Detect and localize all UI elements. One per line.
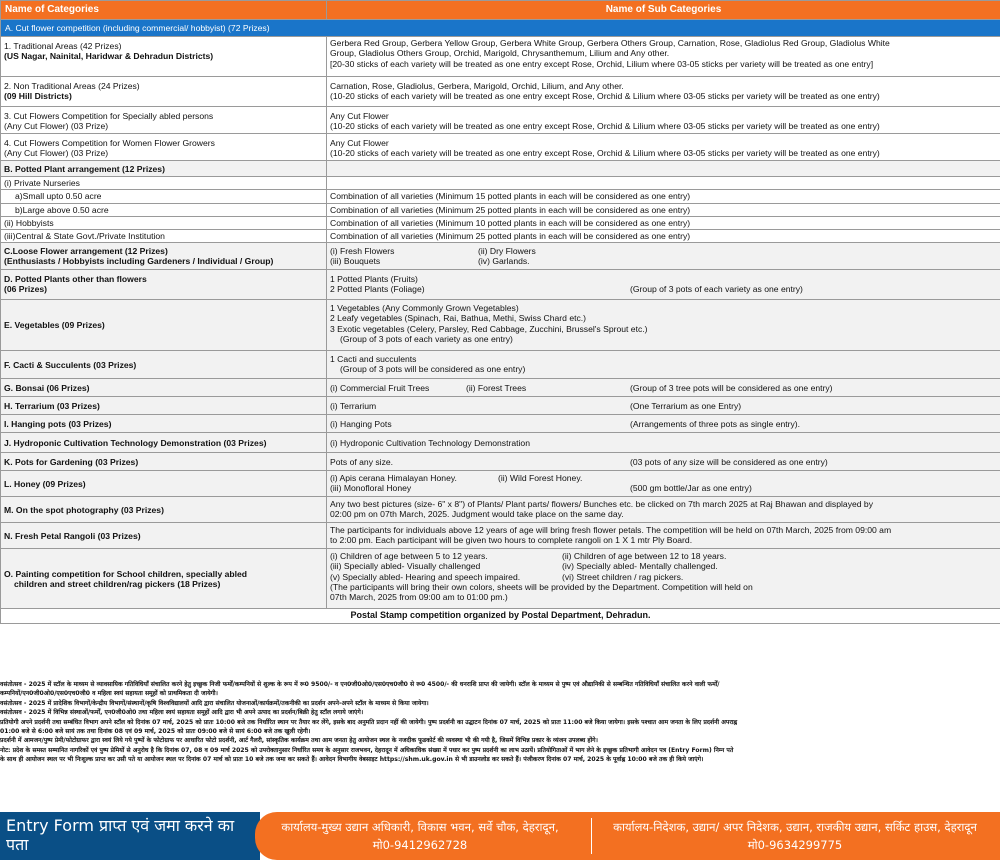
subcategory-cell [327, 471, 1000, 497]
empty-cell [327, 177, 1000, 190]
note-line: वसंतोत्सव - 2025 में विभिन्न संस्थाओं/फर्मों, एन0जी0ओ0 तथा महिला स्वयं सहायता समूहों आदि द्वारा भी अपने उत्पाद का प्रदर्शन/बिक्री हेतु स्टॉल लगाये जाएंगे। [0, 709, 364, 717]
subcategory-note: (Group of 3 pots will be considered as one entry) [340, 364, 526, 375]
category-name: a)Small upto 0.50 acre [1, 190, 327, 203]
subcategory-item: (vi) Street children / rag pickers. [562, 571, 684, 582]
table-row [1, 453, 1000, 471]
phone-number: मो0-9634299775 [747, 838, 843, 852]
subcategory-cell [327, 415, 1000, 433]
subcategory-item: (iv) Specially abled- Mentally challenged. [562, 561, 718, 572]
subcategory-cell [327, 270, 1000, 300]
subcategory-cell [327, 77, 1000, 107]
category-name: H. Terrarium (03 Prizes) [1, 397, 327, 415]
subcategory-note: (Group of 3 pots of each variety as one entry) [630, 284, 803, 295]
subcategory-note: (03 pots of any size will be considered as one entry) [630, 456, 828, 467]
subcategory-cell [327, 37, 1000, 77]
note-line: नोट: प्रदेश के समस्त सम्मानित नागरिकों एवं पुष्प प्रेमियों से अनुरोध है कि दिनांक 07, 08 व 09 मार्च 2025 को उपरोक्तानुसार निर्धारित समय के अनुसार राजभवन, देहरादून में अधिकाधिक संख्या में पधार कर पुष्प प्रदर्शनी का लाभ उठायें। प्रतियोगिताओं में भाग लेने के इच्छुक प्रतिभागी आवेदन पत्र (Entry Form) निम्न पते [0, 746, 734, 754]
note-line: वसंतोत्सव - 2025 में स्टॉल के माध्यम से व्यावसायिक गतिविधियाँ संचालित करने हेतु इच्छुक निजी फर्मों/कम्पनियों से शुल्क के रूप में रू0 9500/- व एन0जी0ओ0/एस0एच0जी0 से रू0 4500/- की धनराशि प्राप्त की जायेगी। स्टॉल के माध्यम से पुष्प एवं औद्यानिकी से सम्बन्धित गतिविधियाँ संचालित करने वाली फर्मों/ [0, 681, 720, 688]
category-name: b)Large above 0.50 acre [1, 203, 327, 216]
category-name: M. On the spot photography (03 Prizes) [1, 497, 327, 523]
category-cell [1, 134, 327, 161]
address-panel [255, 812, 1000, 860]
subcategory-item: (iii) Specially abled- Visually challenged [330, 561, 481, 572]
note-line: प्रतियोगी अपने प्रदर्शनी तथा सम्बंधित विभाग अपने स्टॉल को दिनांक 07 मार्च, 2025 को प्रातः 10:00 बजे तक निर्धारित स्थान पर तैयार कर लेंगे, इसके बाद अनुमति प्रदान नहीं की जायेगी। पुष्प प्रदर्शनी का उद्घाटन दिनांक 07 मार्च, 2025 को प्रातः 11:00 बजे किया जायेगा। इसके पश्चात आम जनता के लिए प्रदर्शनी अपराह्न [0, 718, 738, 726]
note-line: वसंतोत्सव - 2025 में प्रादेशिक विभागों/केन्द्रीय विभागों/संस्थानों/कृषि विश्वविद्यालयों आदि द्वारा संचालित योजनाओं/कार्यक्रमों/तकनीकी का प्रदर्शन अपने-अपने स्टॉल के माध्यम से किया जायेगा। [0, 699, 429, 707]
table-row [1, 471, 1000, 497]
subcategory-cell [327, 300, 1000, 351]
category-districts: (09 Hill Districts) [4, 91, 72, 102]
subcategory-line: Gerbera Red Group, Gerbera Yellow Group, Gerbera White Group, Gerbera Others Group, Carnation, Rose, Gladiolus Red Group, Gladiolus White [330, 38, 890, 49]
subcategory-note: (500 gm bottle/Jar as one entry) [630, 483, 752, 494]
subcategory-item: (ii) Forest Trees [466, 382, 527, 393]
subcategory-line: (10-20 sticks of each variety will be treated as one entry except Rose, Orchid & Lilium where 03-05 sticks per variety will be treated as one entry) [330, 91, 880, 102]
category-cell [1, 243, 327, 270]
subcategory-item: (i) Commercial Fruit Trees [330, 382, 430, 393]
subcategory-cell [327, 351, 1000, 379]
subcategory-line: 2 Leafy vegetables (Spinach, Rai, Bathua, Methi, Swiss Chard etc.) [330, 313, 587, 324]
category-name: O. Painting competition for School children, specially abled [4, 568, 248, 579]
subcategory-note: (Arrangements of three pots as single entry). [630, 418, 801, 429]
subcategory-cell: Combination of all varieties (Minimum 15 potted plants in each will be considered as one entry) [327, 190, 1000, 203]
table-row [1, 497, 1000, 523]
table-row [1, 243, 1000, 270]
subcategory-line: (10-20 sticks of each variety will be treated as one entry except Rose, Orchid & Lilium where 03-05 sticks per variety will be treated as one entry) [330, 148, 880, 159]
category-note: (Any Cut Flower) (03 Prize) [4, 148, 109, 159]
subcategory-cell [327, 243, 1000, 270]
subcategory-note: (Group of 3 pots of each variety as one entry) [340, 333, 513, 344]
section-a-row [1, 20, 1000, 37]
address-chief-horticulture-officer [255, 818, 585, 854]
hindi-notes [0, 680, 1000, 765]
subcategory-line: (10-20 sticks of each variety will be treated as one entry except Rose, Orchid & Lilium where 03-05 sticks per variety will be treated as one entry) [330, 121, 880, 132]
category-name: F. Cacti & Succulents (03 Prizes) [1, 351, 327, 379]
subcategory-cell [327, 523, 1000, 549]
note-line: 01:00 बजे से 6:00 बजे सायं तक तथा दिनांक 08 एवं 09 मार्च, 2025 को प्रातः 09:00 बजे से सायं 6:00 बजे तक खुली रहेगी। [0, 728, 311, 736]
subcategory-cell [327, 453, 1000, 471]
category-note: (06 Prizes) [4, 284, 47, 295]
category-name: I. Hanging pots (03 Prizes) [1, 415, 327, 433]
subcategory-line: Any two best pictures (size- 6" x 8") of Plants/ Plant parts/ flowers/ Bunches etc. be clicked on 7th march 2025 at Raj Bhawan and displayed by [330, 499, 874, 510]
table-row [1, 549, 1000, 609]
category-cell [1, 37, 327, 77]
category-name: 1. Traditional Areas (42 Prizes) [4, 41, 122, 52]
subcategory-item: Pots of any size. [330, 456, 394, 467]
footer-banner [0, 812, 1000, 860]
category-name: (ii) Hobbyists [1, 216, 327, 229]
table-row [1, 415, 1000, 433]
note-line: प्रदर्शनी में आमजन/पुष्प प्रेमी/फोटोग्राफर द्वारा स्वयं लिये गये पुष्पों के फोटोग्राफ पर आधारित फोटो प्रदर्शनी, आर्ट गैलरी, सांस्कृतिक कार्यक्रम तथा आम जनता हेतु आयोजन स्थल के नजदीक फूडकोर्ट की व्यवस्था भी की गयी है, जिसमें विभिन्न प्रकार के व्यंजन उपलब्ध होंगे। [0, 737, 598, 745]
section-b-title: B. Potted Plant arrangement (12 Prizes) [1, 161, 327, 177]
subcategory-item: (ii) Wild Forest Honey. [498, 473, 583, 484]
postal-stamp-note: Postal Stamp competition organized by Postal Department, Dehradun. [1, 609, 1000, 624]
subcategory-item: (i) Terrarium [330, 400, 377, 411]
subcategory-item: (ii) Children of age between 12 to 18 years. [562, 551, 727, 562]
category-name: J. Hydroponic Cultivation Technology Demonstration (03 Prizes) [1, 433, 327, 453]
subcategory-cell [327, 397, 1000, 415]
subcategory-cell [327, 134, 1000, 161]
note-line: के साथ ही आयोजन स्थल पर भी निःशुल्क प्राप्त कर उसी पते या आयोजन स्थल पर दिनांक 07 मार्च को प्रातः 10 बजे तक जमा कर सकते हैं। आवेदन विभागीय वेबसाइट https://shm.uk.gov.in से भी डाउनलोड कर सकते हैं। पंजीकरण दिनांक 07 मार्च, 2025 के पूर्वाह्न 10:00 बजे तक ही किये जाएंगे। [0, 756, 704, 764]
table-row [1, 216, 1000, 229]
subcategory-line: 3 Exotic vegetables (Celery, Parsley, Red Cabbage, Zucchini, Brussel's Sprout etc.) [330, 323, 648, 334]
category-districts: (US Nagar, Nainital, Haridwar & Dehradun Districts) [4, 51, 214, 62]
note-line: कम्पनियों/एन0जी0ओ0/एस0एच0जी0 व महिला स्वयं सहायता समूहों को प्राथमिकता दी जायेगी। [0, 690, 218, 698]
table-row [1, 523, 1000, 549]
address-line: कार्यालय-निदेशक, उद्यान/ अपर निदेशक, उद्यान, राजकीय उद्यान, सर्किट हाउस, देहरादून [613, 820, 977, 834]
category-name: K. Pots for Gardening (03 Prizes) [1, 453, 327, 471]
table-row [1, 230, 1000, 243]
table-row [1, 203, 1000, 216]
subcategory-cell: (i) Hydroponic Cultivation Technology Demonstration [327, 433, 1000, 453]
table-row [1, 77, 1000, 107]
subcategory-cell [327, 379, 1000, 397]
category-note: children and street children/rag pickers (18 Prizes) [14, 578, 221, 589]
category-cell [1, 549, 327, 609]
subcategory-item: (i) Children of age between 5 to 12 years. [330, 551, 488, 562]
subcategory-line: The participants for individuals above 12 years of age will bring fresh flower petals. The competition will be held on 07th March, 2025 from 09:00 am [330, 525, 892, 536]
empty-cell [327, 161, 1000, 177]
table-row [1, 270, 1000, 300]
category-name: (iii)Central & State Govt./Private Institution [1, 230, 327, 243]
subcategory-line: 1 Vegetables (Any Commonly Grown Vegetables) [330, 303, 519, 314]
address-divider [591, 818, 592, 854]
subcategory-cell [327, 497, 1000, 523]
subcategory-line: 2 Potted Plants (Foliage) [330, 284, 425, 295]
table-row [1, 351, 1000, 379]
subcategory-line: 1 Cacti and succulents [330, 354, 417, 365]
phone-number: मो0-9412962728 [372, 838, 468, 852]
table-row [1, 37, 1000, 77]
header-sub-categories: Name of Sub Categories [327, 1, 1000, 20]
subcategory-note: (One Terrarium as one Entry) [630, 400, 742, 411]
subcategory-item: (iv) Garlands. [478, 256, 530, 267]
table-row [1, 397, 1000, 415]
header-categories: Name of Categories [1, 1, 327, 20]
subcategory-note: (Group of 3 tree pots will be considered as one entry) [630, 382, 833, 393]
subcategory-line: Group, Gladiolus Others Group, Orchid, Marigold, Chrysanthemum, Lilium and Any other. [330, 48, 670, 59]
subcategory-item: (iii) Monofloral Honey [330, 483, 412, 494]
subcategory-cell: Combination of all varieties (Minimum 10 potted plants in each will be considered as one entry) [327, 216, 1000, 229]
postal-row [1, 609, 1000, 624]
table-row [1, 177, 1000, 190]
subcategory-line: 02:00 pm on 07th March, 2025. Judgment would take place on the same day. [330, 509, 624, 520]
subcategory-line: Any Cut Flower [330, 111, 389, 122]
subcategory-line: [20-30 sticks of each variety will be treated as one entry except Rose, Orchid, Lilium where 03-05 sticks per variety will be treated as one entry] [330, 58, 874, 69]
category-name: 3. Cut Flowers Competition for Specially abled persons [4, 111, 214, 122]
table-header [1, 1, 1000, 20]
subcategory-line: Any Cut Flower [330, 138, 389, 149]
category-name: 4. Cut Flowers Competition for Women Flower Growers [4, 138, 215, 149]
subcategory-item: (i) Fresh Flowers [330, 246, 395, 257]
section-a-title: A. Cut flower competition (including commercial/ hobbyist) (72 Prizes) [1, 20, 1000, 37]
subcategory-cell: Combination of all varieties (Minimum 25 potted plants in each will be considered as one entry) [327, 230, 1000, 243]
subcategory-item: (iii) Bouquets [330, 256, 381, 267]
table-row [1, 300, 1000, 351]
subcategory-cell [327, 107, 1000, 134]
category-cell [1, 107, 327, 134]
category-cell [1, 270, 327, 300]
category-name: G. Bonsai (06 Prizes) [1, 379, 327, 397]
subcategory-line: 07th March, 2025 from 09:00 am to 01:00 pm.) [330, 592, 508, 603]
category-name: C.Loose Flower arrangement (12 Prizes) [4, 246, 168, 257]
entry-form-label: Entry Form प्राप्त एवं जमा करने का पता [0, 812, 260, 860]
table-row [1, 379, 1000, 397]
subcategory-item: (v) Specially abled- Hearing and speech impaired. [330, 571, 521, 582]
category-name: L. Honey (09 Prizes) [1, 471, 327, 497]
subcategory-line: 1 Potted Plants (Fruits) [330, 274, 418, 285]
category-name: E. Vegetables (09 Prizes) [1, 300, 327, 351]
subcategory-line: to 2:00 pm. Each participant will be given two hours to complete rangoli on 1 X 1 mtr Ply Board. [330, 535, 693, 546]
category-name: N. Fresh Petal Rangoli (03 Prizes) [1, 523, 327, 549]
address-line: कार्यालय-मुख्य उद्यान अधिकारी, विकास भवन, सर्वे चौक, देहरादून, [281, 820, 559, 834]
subcategory-line: (The participants will bring their own colors, sheets will be provided by the Department. Competition will held on [330, 581, 753, 592]
subcategory-item: (i) Hanging Pots [330, 418, 392, 429]
category-cell [1, 77, 327, 107]
subcategory-item: (ii) Dry Flowers [478, 246, 536, 257]
table-row [1, 107, 1000, 134]
category-name: (i) Private Nurseries [1, 177, 327, 190]
table-row [1, 134, 1000, 161]
category-name: 2. Non Traditional Areas (24 Prizes) [4, 81, 140, 92]
subcategory-line: Carnation, Rose, Gladiolus, Gerbera, Marigold, Orchid, Lilium, and Any other. [330, 81, 624, 92]
category-note: (Enthusiasts / Hobbyists including Gardeners / Individual / Group) [4, 256, 274, 267]
section-b-row [1, 161, 1000, 177]
address-director-horticulture [600, 818, 990, 854]
subcategory-cell [327, 549, 1000, 609]
subcategory-item: (i) Apis cerana Himalayan Honey. [330, 473, 457, 484]
subcategory-cell: Combination of all varieties (Minimum 25 potted plants in each will be considered as one entry) [327, 203, 1000, 216]
table-row [1, 190, 1000, 203]
category-name: D. Potted Plants other than flowers [4, 274, 147, 285]
category-note: (Any Cut Flower) (03 Prize) [4, 121, 109, 132]
table-row [1, 433, 1000, 453]
